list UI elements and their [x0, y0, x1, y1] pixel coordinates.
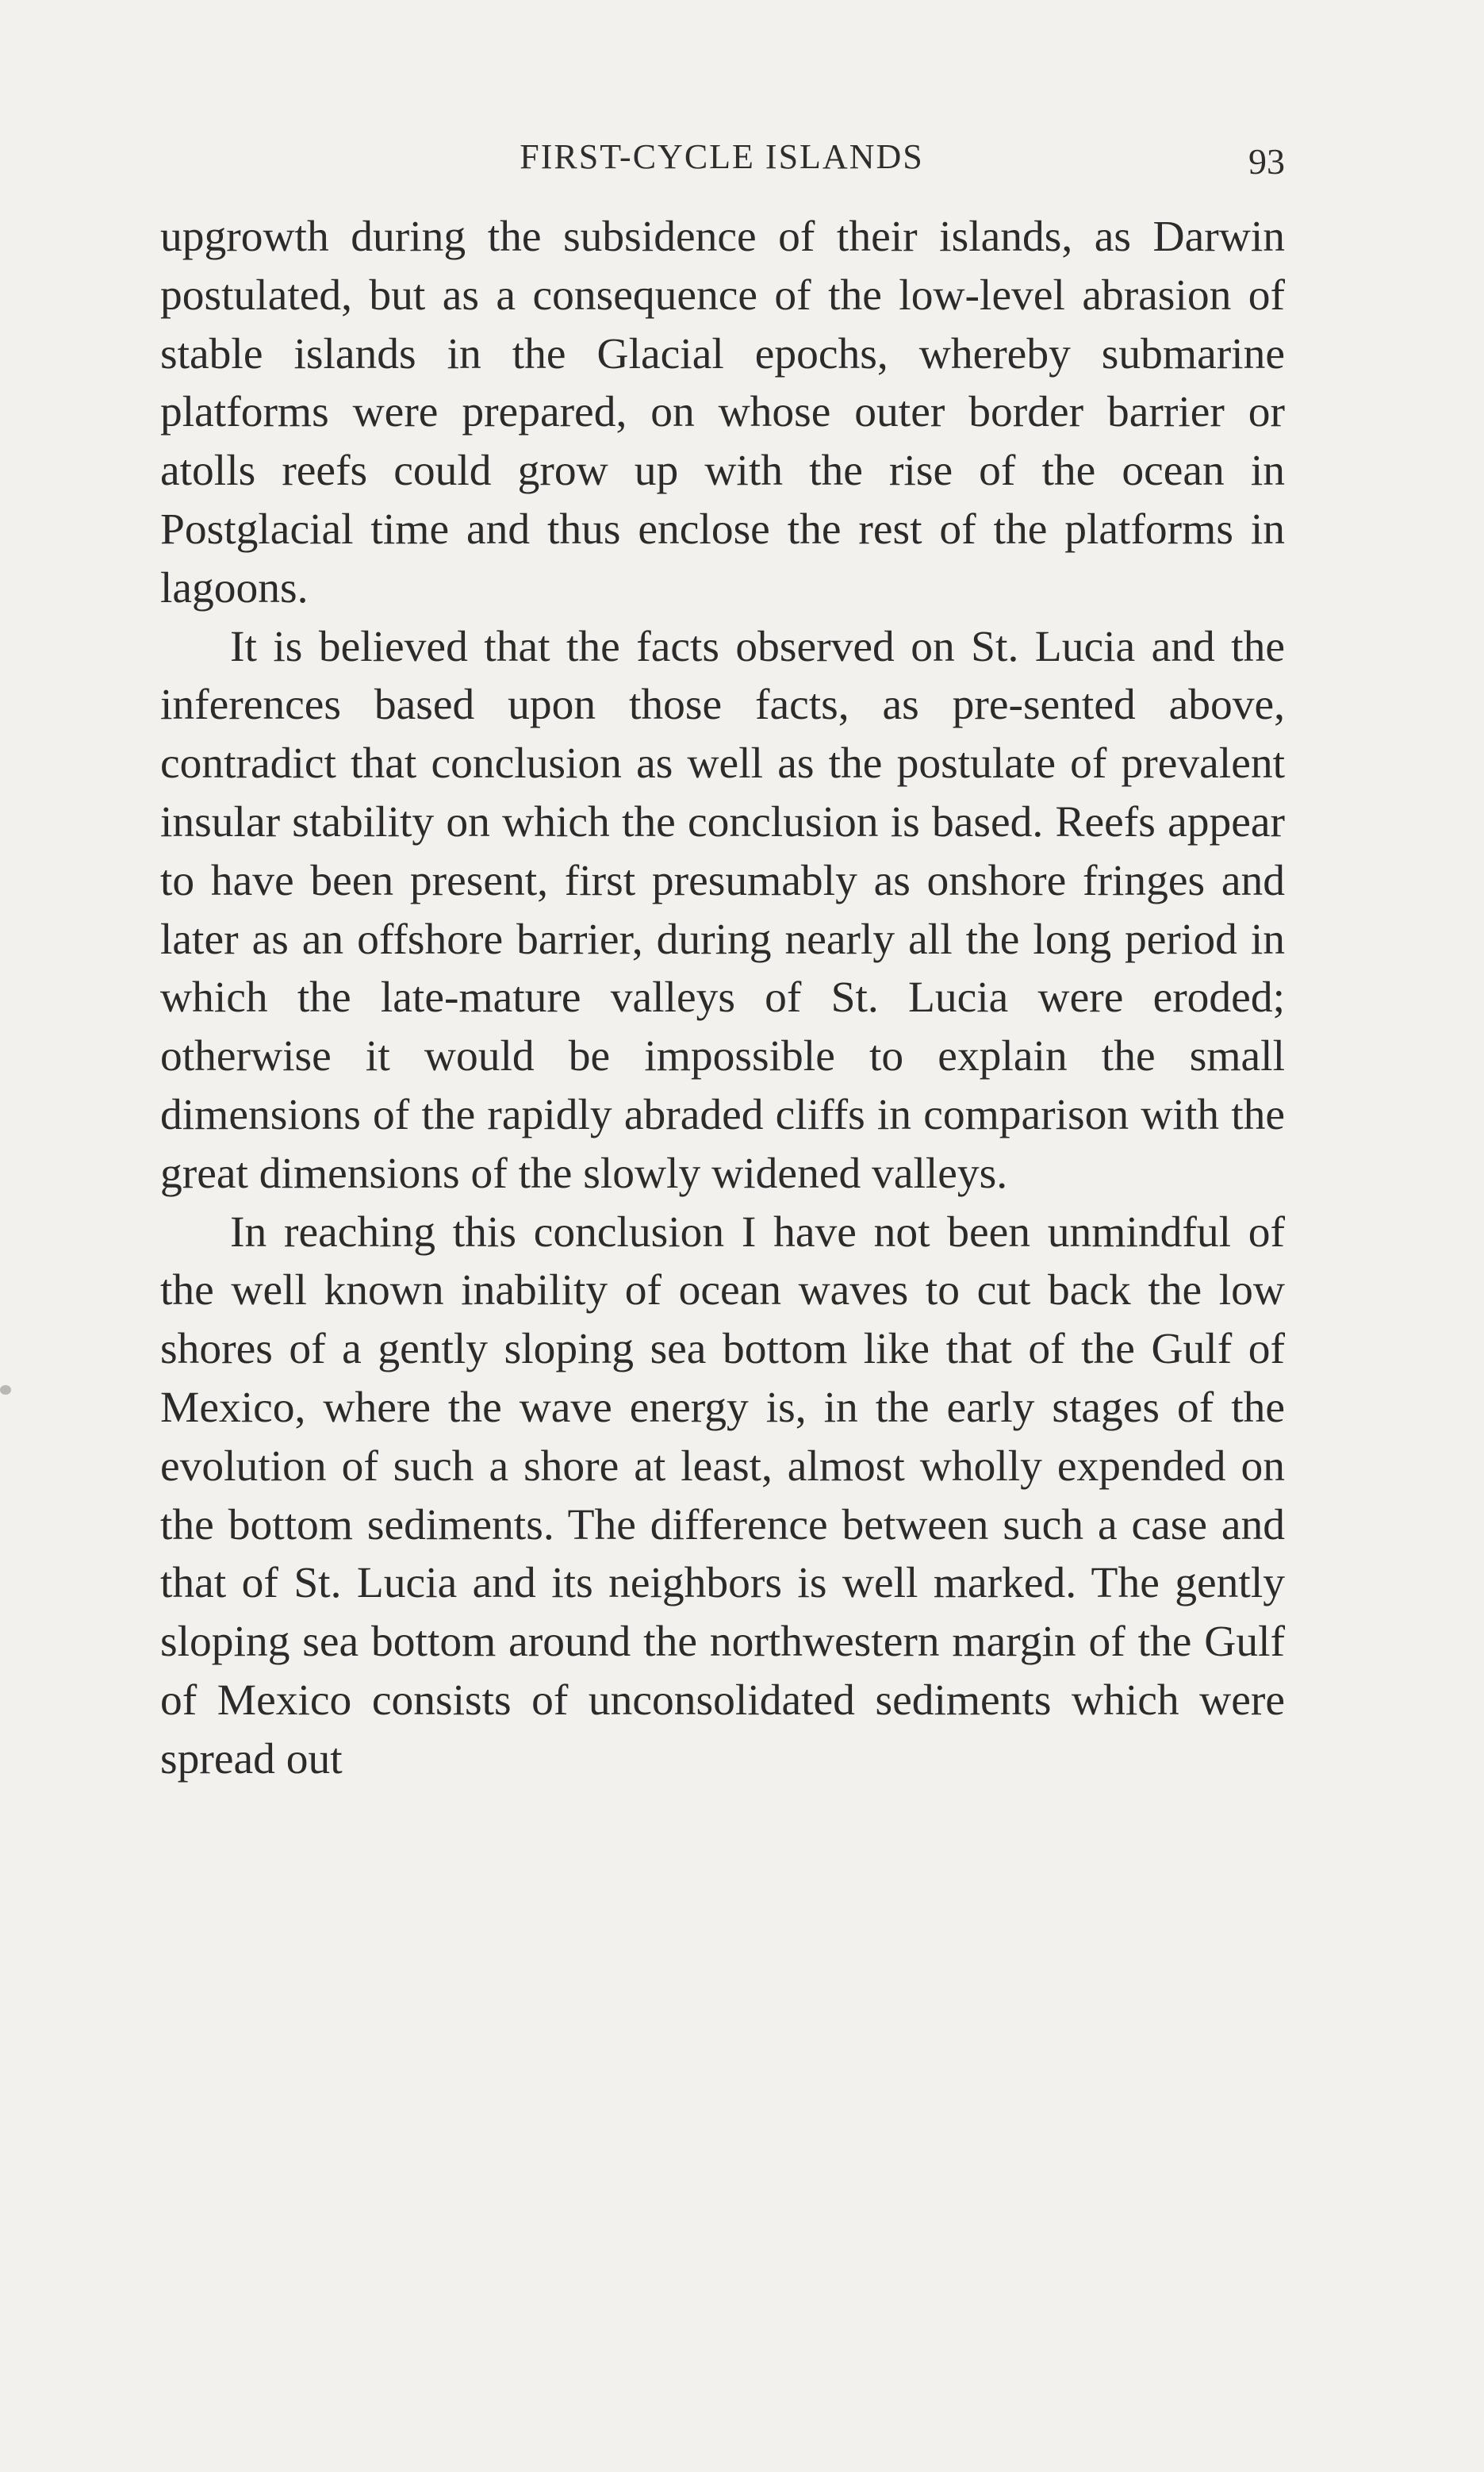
paragraph-st-lucia-inferences: It is believed that the facts observed on St. Lucia and the inferences based upon those facts, as pre-sented above, contradict that conclusion as well as the postulate of prevalent insular stability on which the conclusion is based. Reefs appear to have been present, first presumably as onshore fringes and later as an offshore barrier, during nearly all the long period in which the late-mature valleys of St. Lucia were eroded; otherwise it would be impossible to explain the small dimensions of the rapidly abraded cliffs in comparison with the great dimensions of the slowly widened valleys. [160, 622, 1285, 1198]
running-title: FIRST-CYCLE ISLANDS [520, 137, 924, 176]
page-number: 93 [1248, 141, 1285, 182]
paragraph-continued: upgrowth during the subsidence of their islands, as Darwin postulated, but as a consequence of the low-level abrasion of stable islands in the Glacial epochs, whereby submarine platforms were prepared, on whose outer border barrier or atolls reefs could grow up with the rise of the ocean in Postglacial time and thus enclose the rest of the platforms in lagoons. [160, 213, 1285, 612]
body-text [160, 208, 1285, 1789]
margin-speck [0, 1385, 11, 1395]
paragraph-gulf-of-mexico: In reaching this conclusion I have not been unmindful of the well known inability of ocean waves to cut back the low shores of a gently sloping sea bottom like that of the Gulf of Mexico, where the wave energy is, in the early stages of the evolution of such a shore at least, almost wholly expended on the bottom sediments. The difference between such a case and that of St. Lucia and its neighbors is well marked. The gently sloping sea bottom around the northwestern margin of the Gulf of Mexico consists of unconsolidated sediments which were spread out [160, 1207, 1285, 1783]
running-head [159, 133, 1285, 181]
